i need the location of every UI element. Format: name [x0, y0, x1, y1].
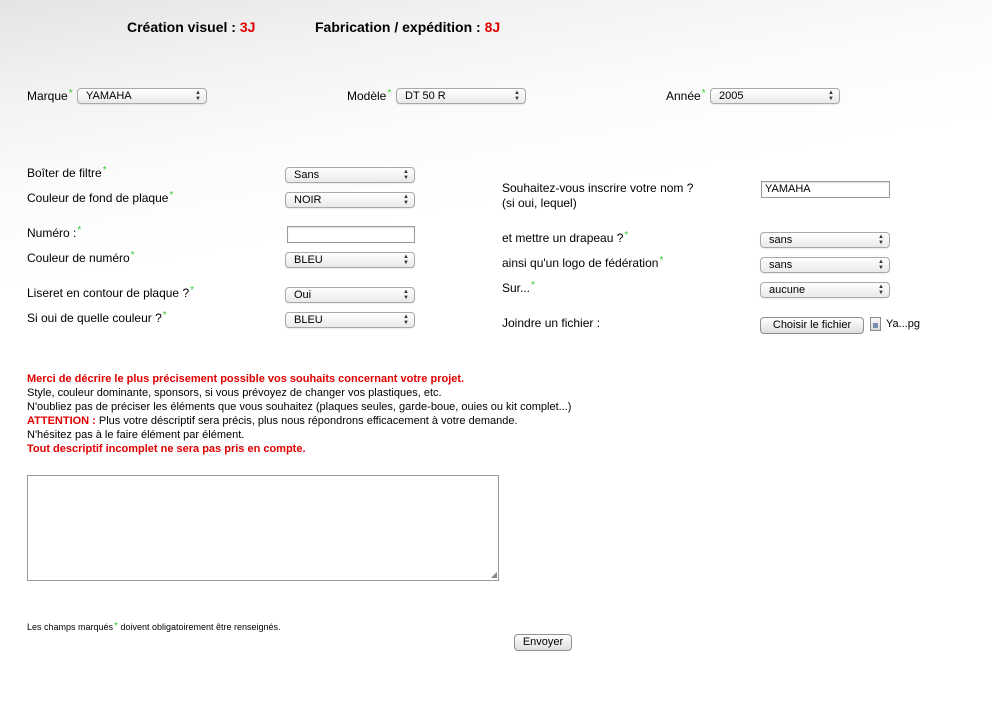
boitier-label-text: Boîter de filtre [27, 166, 102, 180]
couleur-fond-select-value: NOIR [294, 194, 322, 206]
couleur-liseret-label-text: Si oui de quelle couleur ? [27, 311, 162, 325]
file-name: Ya...pg [886, 318, 921, 330]
required-star: * [169, 190, 174, 201]
required-star: * [701, 88, 706, 99]
updown-arrows-icon: ▲ ▼ [195, 90, 201, 102]
required-star: * [190, 285, 195, 296]
updown-arrows-icon: ▲ ▼ [403, 254, 409, 266]
updown-arrows-icon: ▲ ▼ [403, 194, 409, 206]
attention-text: Plus votre déscriptif sera précis, plus nous répondrons efficacement à votre demande. [95, 415, 518, 427]
couleur-numero-label [27, 251, 135, 265]
resize-grip-icon[interactable]: ◢ [490, 570, 497, 579]
marque-label-text: Marque [27, 89, 68, 103]
couleur-numero-label-text: Couleur de numéro [27, 251, 130, 265]
file-icon [870, 317, 881, 331]
required-note [27, 622, 281, 633]
sur-select[interactable] [760, 282, 890, 298]
nom-label [502, 181, 693, 211]
required-star: * [68, 88, 73, 99]
instructions [27, 372, 627, 456]
updown-arrows-icon: ▲ ▼ [403, 289, 409, 301]
couleur-fond-label [27, 191, 173, 205]
required-star: * [387, 88, 392, 99]
numero-label-text: Numéro : [27, 226, 77, 240]
submit-button[interactable]: Envoyer [514, 634, 572, 651]
boitier-select[interactable] [285, 167, 415, 183]
marque-select-value: YAMAHA [86, 90, 132, 102]
instructions-line2: Style, couleur dominante, sponsors, si vous prévoyez de changer vos plastiques, etc. [27, 387, 442, 399]
couleur-numero-select-value: BLEU [294, 254, 323, 266]
modele-label-text: Modèle [347, 89, 387, 103]
required-star: * [114, 621, 118, 632]
couleur-fond-select[interactable] [285, 192, 415, 208]
numero-input[interactable] [287, 226, 415, 243]
description-textarea[interactable] [27, 475, 499, 581]
creation-label: Création visuel : [127, 19, 240, 35]
drapeau-select[interactable] [760, 232, 890, 248]
required-star: * [162, 310, 167, 321]
sur-label [502, 281, 535, 295]
fabrication-value: 8J [484, 19, 501, 35]
required-star: * [659, 255, 664, 266]
liseret-label [27, 286, 194, 300]
instructions-line3: N'oubliez pas de préciser les éléments que vous souhaitez (plaques seules, garde-boue, ouies ou kit complet...) [27, 401, 572, 413]
liseret-label-text: Liseret en contour de plaque ? [27, 286, 190, 300]
nom-label-line2: (si oui, lequel) [502, 196, 577, 210]
annee-select[interactable] [710, 88, 840, 104]
nom-input[interactable]: YAMAHA [761, 181, 890, 198]
logo-label [502, 256, 663, 270]
required-note-pre: Les champs marqués [27, 622, 114, 632]
required-star: * [102, 165, 107, 176]
attention-label: ATTENTION : [27, 415, 96, 427]
instructions-line5: N'hésitez pas à le faire élément par élément. [27, 429, 245, 441]
creation-delay [127, 19, 255, 35]
instructions-attention [27, 414, 627, 428]
updown-arrows-icon: ▲ ▼ [828, 90, 834, 102]
annee-select-value: 2005 [719, 90, 744, 102]
logo-label-text: ainsi qu'un logo de fédération [502, 256, 659, 270]
fabrication-delay [315, 19, 500, 35]
required-star: * [77, 225, 82, 236]
nom-label-line1: Souhaitez-vous inscrire votre nom ? [502, 181, 694, 195]
liseret-select-value: Oui [294, 289, 312, 301]
modele-select[interactable] [396, 88, 526, 104]
sur-label-text: Sur... [502, 281, 531, 295]
marque-select[interactable] [77, 88, 207, 104]
instructions-line1: Merci de décrire le plus précisement possible vos souhaits concernant votre projet. [27, 373, 465, 385]
creation-value: 3J [239, 19, 256, 35]
couleur-numero-select[interactable] [285, 252, 415, 268]
numero-label [27, 226, 81, 240]
couleur-liseret-select-value: BLEU [294, 314, 323, 326]
modele-select-value: DT 50 R [405, 90, 446, 102]
couleur-liseret-label [27, 311, 167, 325]
instructions-line6: Tout descriptif incomplet ne sera pas pris en compte. [27, 443, 306, 455]
updown-arrows-icon: ▲ ▼ [514, 90, 520, 102]
liseret-select[interactable] [285, 287, 415, 303]
updown-arrows-icon: ▲ ▼ [878, 284, 884, 296]
couleur-liseret-select[interactable] [285, 312, 415, 328]
required-star: * [531, 280, 535, 291]
boitier-select-value: Sans [294, 169, 320, 181]
couleur-fond-label-text: Couleur de fond de plaque [27, 191, 169, 205]
sur-select-value: aucune [769, 284, 806, 296]
boitier-label [27, 166, 107, 180]
drapeau-label-text: et mettre un drapeau ? [502, 231, 624, 245]
required-star: * [130, 250, 135, 261]
logo-select-value: sans [769, 259, 793, 271]
fabrication-label: Fabrication / expédition : [315, 19, 485, 35]
required-note-post: doivent obligatoirement être renseignés. [117, 622, 281, 632]
choose-file-button[interactable]: Choisir le fichier [760, 317, 864, 334]
annee-label [666, 89, 706, 103]
updown-arrows-icon: ▲ ▼ [403, 169, 409, 181]
updown-arrows-icon: ▲ ▼ [403, 314, 409, 326]
marque-label [27, 89, 73, 103]
drapeau-select-value: sans [769, 234, 793, 246]
fichier-label: Joindre un fichier : [502, 316, 601, 330]
modele-label [347, 89, 391, 103]
drapeau-label [502, 231, 628, 245]
logo-select[interactable] [760, 257, 890, 273]
updown-arrows-icon: ▲ ▼ [878, 259, 884, 271]
annee-label-text: Année [666, 89, 701, 103]
required-star: * [624, 230, 629, 241]
updown-arrows-icon: ▲ ▼ [878, 234, 884, 246]
